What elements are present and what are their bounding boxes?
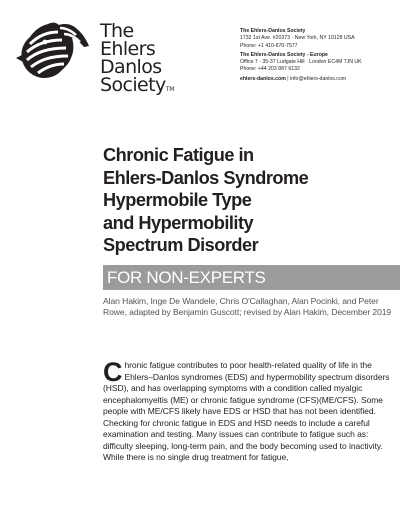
logo-society: Society — [100, 74, 166, 96]
eu-office-address: Office 7 · 35-37 Ludgate Hill · London EC4M 7JN UK — [240, 59, 362, 66]
us-office-address: 1732 1st Ave. #20373 · New York, NY 10128 USA — [240, 35, 355, 42]
authors-credit: Alan Hakim, Inge De Wandele, Chris O'Callaghan, Alan Pocinki, and Peter Rowe, adapted by Benjamin Guscott; revised by Alan Hakim, December 2019 — [103, 296, 392, 317]
society-logo[interactable] — [14, 20, 214, 96]
logo-line-3: Danlos — [100, 56, 162, 78]
trademark-mark: TM — [165, 86, 175, 93]
title-line-1: Chronic Fatigue in — [103, 145, 254, 165]
audience-band — [103, 265, 400, 290]
body-text — [103, 357, 395, 464]
website-link[interactable]: ehlers-danlos.com — [240, 75, 286, 82]
us-office-name: The Ehlers-Danlos Society — [240, 28, 306, 34]
eu-office-name: The Ehlers-Danlos Society - Europe — [240, 51, 328, 58]
zebra-head-icon — [14, 20, 94, 82]
logo-line-4 — [100, 76, 174, 99]
title-line-3: Hypermobile Type — [103, 190, 252, 210]
drop-cap: C — [103, 357, 123, 387]
contact-block — [240, 28, 362, 83]
eu-office-phone: Phone: +44 203 887 6132 — [240, 66, 300, 73]
web-contact-line — [240, 76, 362, 83]
logo-wordmark — [100, 22, 174, 99]
email-link[interactable]: | info@ehlers-danlos.com — [285, 75, 347, 82]
title-line-4: and Hypermobility — [103, 212, 254, 233]
title-line-5: Spectrum Disorder — [103, 235, 259, 255]
audience-label: FOR NON-EXPERTS — [107, 268, 266, 287]
title-line-2: Ehlers-Danlos Syndrome — [103, 167, 309, 188]
logo-line-1: The — [100, 20, 134, 42]
logo-line-2: Ehlers — [100, 38, 156, 60]
body-paragraph: hronic fatigue contributes to poor health-related quality of life in the Ehlers–Danlos syndromes (EDS) and hypermobility spectrum disorders (HSD), and has overlapping symptoms with a condition called myalgic encephalomyeltis (ME) or chronic fatigue syndrome (CFS)(ME/CFS). Some people with ME/CFS likely have EDS or HSD that has not been identified. Checking for chronic fatigue in EDS and HSD needs to include a careful examination and testing. Many issues can contribute to fatigue such as: difficulty sleeping, long-term pain, and the body becoming used to inactivity. While there is no single drug treatment for fatigue, — [103, 360, 390, 462]
document-title — [103, 144, 393, 257]
us-office-phone: Phone: +1 410-670-7577 — [240, 42, 298, 49]
